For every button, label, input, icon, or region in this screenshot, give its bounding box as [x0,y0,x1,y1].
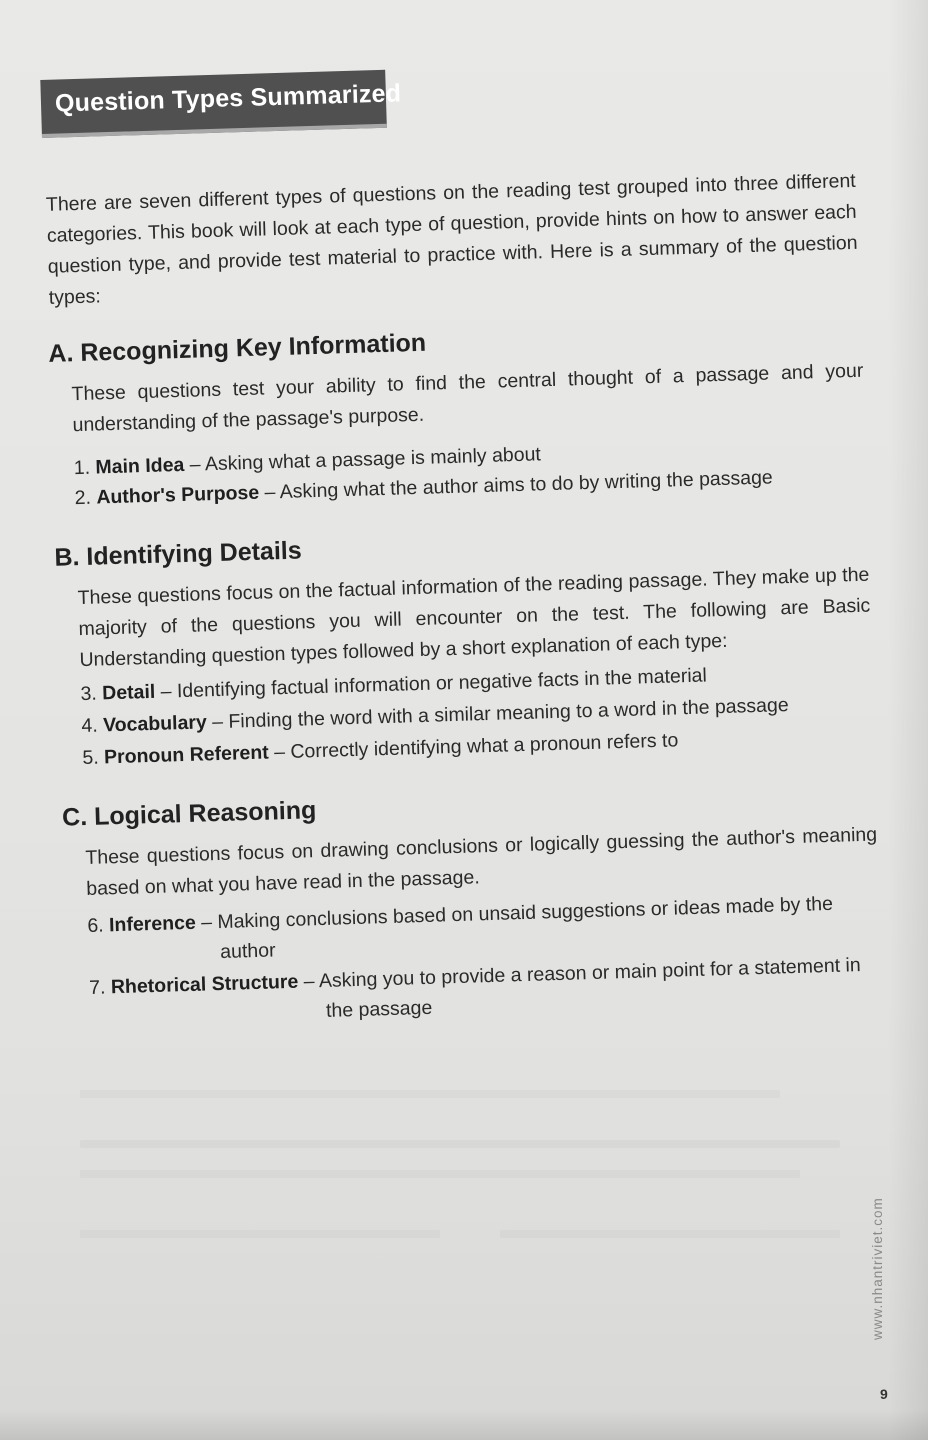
bleed-through [80,1140,840,1148]
banner-title: Question Types Summarized [54,79,402,118]
page-content [40,45,878,1022]
item-name: Author's Purpose [96,481,260,509]
item-number: 4. [81,714,99,738]
item-name: Main Idea [95,453,185,479]
item-number: 3. [80,682,98,706]
item-name: Vocabulary [102,711,208,737]
bleed-through [80,1230,440,1238]
item-explanation: – Asking you to provide a reason or main point for a statement in [297,954,861,993]
bleed-through [80,1170,800,1178]
item-number: 5. [82,746,100,770]
item-explanation: – Making conclusions based on unsaid suggestions or ideas made by the [195,892,834,934]
page-shadow [888,0,928,1440]
item-number: 2. [74,486,92,510]
item-explanation: – Asking what the author aims to do by writing the passage [258,466,774,504]
page-bottom-shadow [0,1410,928,1440]
item-number: 6. [87,914,104,937]
section-heading-b: B. Identifying Details [54,536,303,572]
item-name: Pronoun Referent [103,741,270,769]
section-heading-a: A. Recognizing Key Information [48,328,427,368]
item-continuation: author [219,939,276,964]
bleed-through [500,1230,840,1238]
item-explanation: – Correctly identifying what a pronoun refers to [268,729,679,764]
item-number: 1. [73,456,91,480]
item-name: Inference [108,911,197,937]
item-name: Rhetorical Structure [110,970,299,999]
section-description-c: These questions focus on drawing conclusions or logically guessing the author's meaning based on what you have read in the passage. [85,823,878,900]
item-continuation: the passage [325,996,433,1022]
item-name: Detail [101,680,156,705]
page-number: 9 [880,1386,888,1402]
item-explanation: – Identifying factual information or negative facts in the material [154,664,708,703]
website-watermark: www.nhantriviet.com [870,1197,885,1340]
section-description-a: These questions test your ability to find the central thought of a passage and your understanding of the passage's purpose. [71,359,864,437]
bleed-through [80,1090,780,1098]
intro-paragraph: There are seven different types of questions on the reading test grouped into three different categories. This book will look at each type of question, provide hints on how to answer each question type, and provide test material to practice with. Here is a summary of the question types: [45,169,858,309]
item-number: 7. [88,976,106,999]
section-banner [40,70,402,150]
item-explanation: – Finding the word with a similar meaning to a word in the passage [206,694,789,734]
section-heading-c: C. Logical Reasoning [61,796,317,832]
section-description-b: These questions focus on the factual information of the reading passage. They make up the majority of the questions you will encounter on the test. The following are Basic Understanding question types followed by a short explanation of each type: [77,563,871,672]
item-explanation: – Asking what a passage is mainly about [183,443,542,476]
